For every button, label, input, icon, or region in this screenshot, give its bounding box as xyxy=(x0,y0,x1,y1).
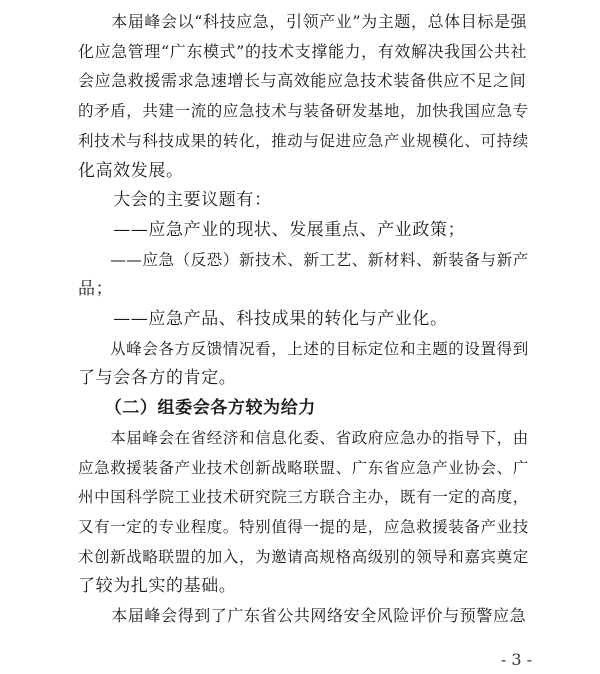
paragraph-line: 州中国科学院工业技术研究院三方联合主办，既有一定的高度， xyxy=(78,488,529,507)
paragraph-line: 会应急救援需求急速增长与高效能应急技术装备供应不足之间 xyxy=(78,71,527,91)
section-heading: （二）组委会各方较为给力 xyxy=(78,398,316,419)
paragraph-line: 本届峰会得到了广东省公共网络安全风险评价与预警应急 xyxy=(78,606,527,625)
paragraph-line: 利技术与科技成果的转化，推动与促进应急产业规模化、可持续 xyxy=(78,131,529,150)
paragraph-line: 化应急管理“广东模式”的技术支撑能力，有效解决我国公共社 xyxy=(78,41,528,61)
paragraph-line: 从峰会各方反馈情况看，上述的目标定位和主题的设置得到 xyxy=(78,339,529,358)
paragraph-line: 本届峰会在省经济和信息化委、省政府应急办的指导下，由 xyxy=(78,428,529,447)
page-number: - 3 - xyxy=(500,650,532,669)
paragraph-line: ——应急产业的现状、发展重点、产业政策； xyxy=(78,219,466,240)
paragraph-line: 了较为扎实的基础。 xyxy=(78,576,237,597)
paragraph-line: 大会的主要议题有： xyxy=(78,190,272,211)
paragraph-line: ——应急产品、科技成果的转化与产业化。 xyxy=(78,309,448,329)
paragraph-line: 本届峰会以“科技应急，引领产业”为主题，总体目标是强 xyxy=(78,12,528,31)
paragraph-line: ——应急（反恐）新技术、新工艺、新材料、新装备与新产 xyxy=(78,250,529,269)
paragraph-line: 应急救援装备产业技术创新战略联盟、广东省应急产业协会、广 xyxy=(78,458,529,477)
paragraph-line: 了与会各方的肯定。 xyxy=(78,368,237,389)
paragraph-line: 品； xyxy=(78,279,114,300)
paragraph-line: 化高效发展。 xyxy=(78,160,184,181)
paragraph-line: 又有一定的专业程度。特别值得一提的是，应急救援装备产业技 xyxy=(78,517,529,536)
paragraph-line: 的矛盾，共建一流的应急技术与装备研发基地，加快我国应急专 xyxy=(78,102,529,121)
paragraph-line: 术创新战略联盟的加入，为邀请高规格高级别的领导和嘉宾奠定 xyxy=(78,547,529,566)
